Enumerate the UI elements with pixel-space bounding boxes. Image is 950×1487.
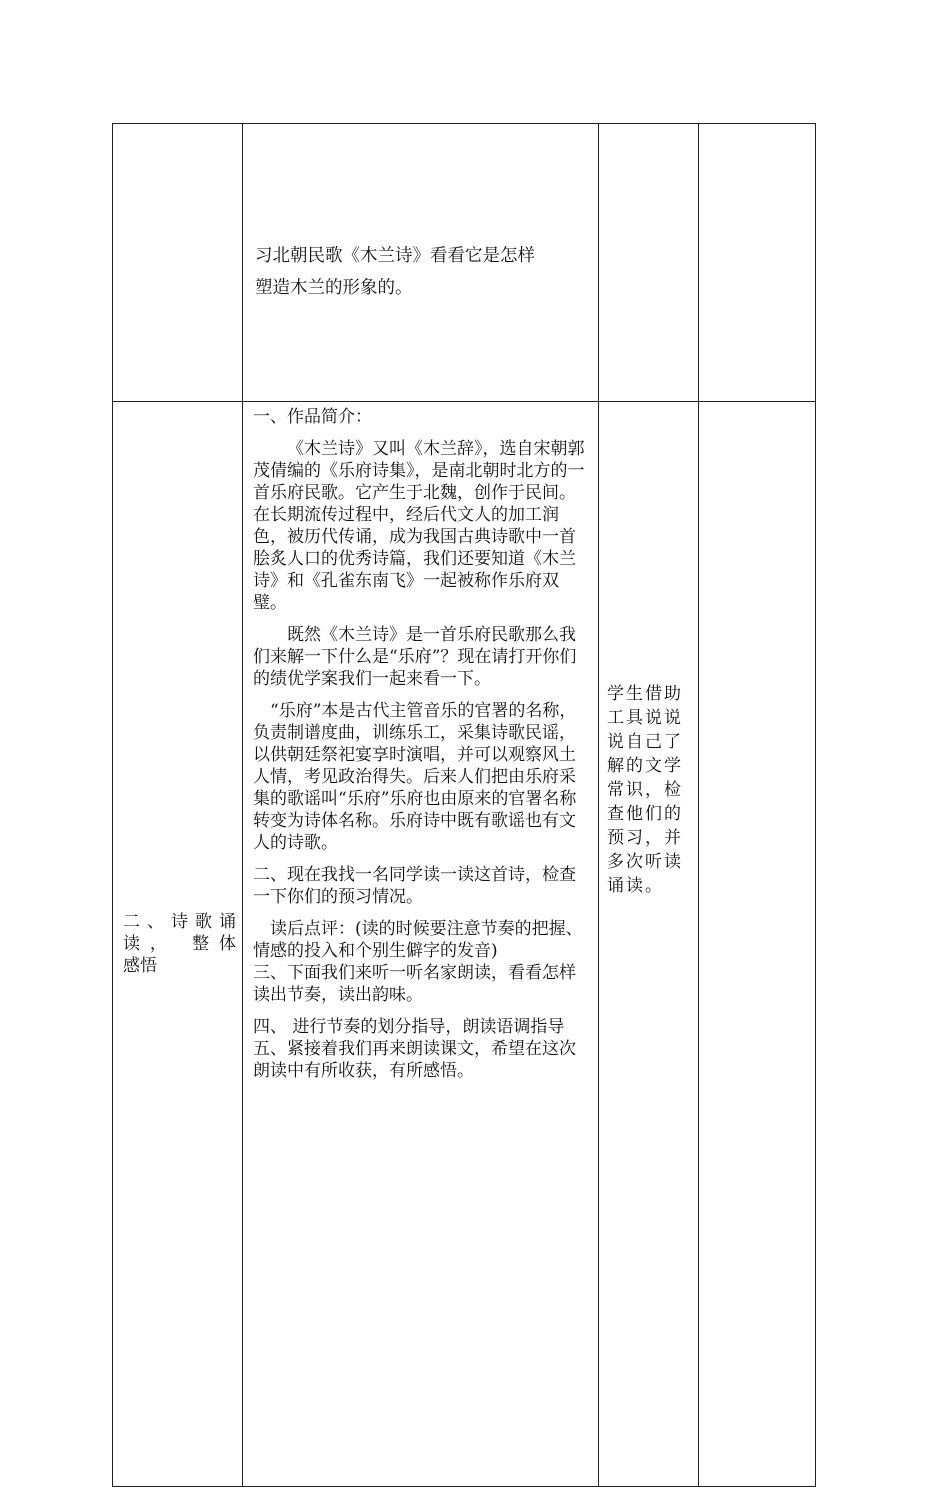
paragraph: 读后点评：(读的时候要注意节奏的把握、情感的投入和个别生僻字的发音) [253,919,583,961]
notes-cell [699,402,816,1487]
activity-line: 常识，检 [607,780,683,800]
activity-line: 查他们的 [607,804,683,824]
table-row [113,124,816,402]
section-heading: 一、作品简介： [253,407,372,427]
stage-line: 感悟 [123,956,157,976]
content-cell [243,402,599,1487]
content-line: 习北朝民歌《木兰诗》看看它是怎样 [255,246,535,266]
content-cell [243,124,599,402]
activity-line: 预习，并 [607,828,683,848]
content-line: 塑造木兰的形象的。 [255,278,413,298]
activity-line: 工具说说 [607,708,683,728]
notes-cell [699,124,816,402]
lesson-plan-table [112,123,816,1487]
activity-line: 诵读。 [607,876,664,896]
stage-line: 二、诗歌诵 [123,912,236,932]
paragraph: 五、紧接着我们再来朗读课文，希望在这次朗读中有所收获，有所感悟。 [253,1039,576,1081]
paragraph: 既然《木兰诗》是一首乐府民歌那么我们来解一下什么是“乐府”？现在请打开你们的绩优学案我们一起来看一下。 [253,625,577,689]
activity-cell [599,402,699,1487]
paragraph: 三、下面我们来听一听名家朗读，看看怎样读出节奏，读出韵味。 [253,963,576,1005]
activity-line: 解的文学 [607,756,683,776]
stage-line: 读， 整体 [123,934,236,954]
paragraph: “乐府”本是古代主管音乐的官署的名称，负责制谱度曲，训练乐工，采集诗歌民谣，以供朝廷祭祀宴享时演唱，并可以观察风土人情，考见政治得失。后来人们把由乐府采集的歌谣叫“乐府”乐府也由原来的官署名称转变为诗体名称。乐府诗中既有歌谣也有文人的诗歌。 [253,701,577,853]
stage-cell [113,402,243,1487]
activity-line: 多次听读 [607,852,683,872]
stage-cell [113,124,243,402]
paragraph: 四、 进行节奏的划分指导，朗读语调指导 [253,1017,565,1037]
activity-line: 说自己了 [607,732,683,752]
paragraph: 二、现在我找一名同学读一读这首诗，检查一下你们的预习情况。 [253,865,576,907]
table-row [113,402,816,1487]
activity-line: 学生借助 [607,684,683,704]
activity-cell [599,124,699,402]
paragraph: 《木兰诗》又叫《木兰辞》，选自宋朝郭茂倩编的《乐府诗集》，是南北朝时北方的一首乐府民歌。它产生于北魏，创作于民间。在长期流传过程中，经后代文人的加工润色，被历代传诵，成为我国古典诗歌中一首脍炙人口的优秀诗篇，我们还要知道《木兰诗》和《孔雀东南飞》一起被称作乐府双璧。 [253,439,585,613]
